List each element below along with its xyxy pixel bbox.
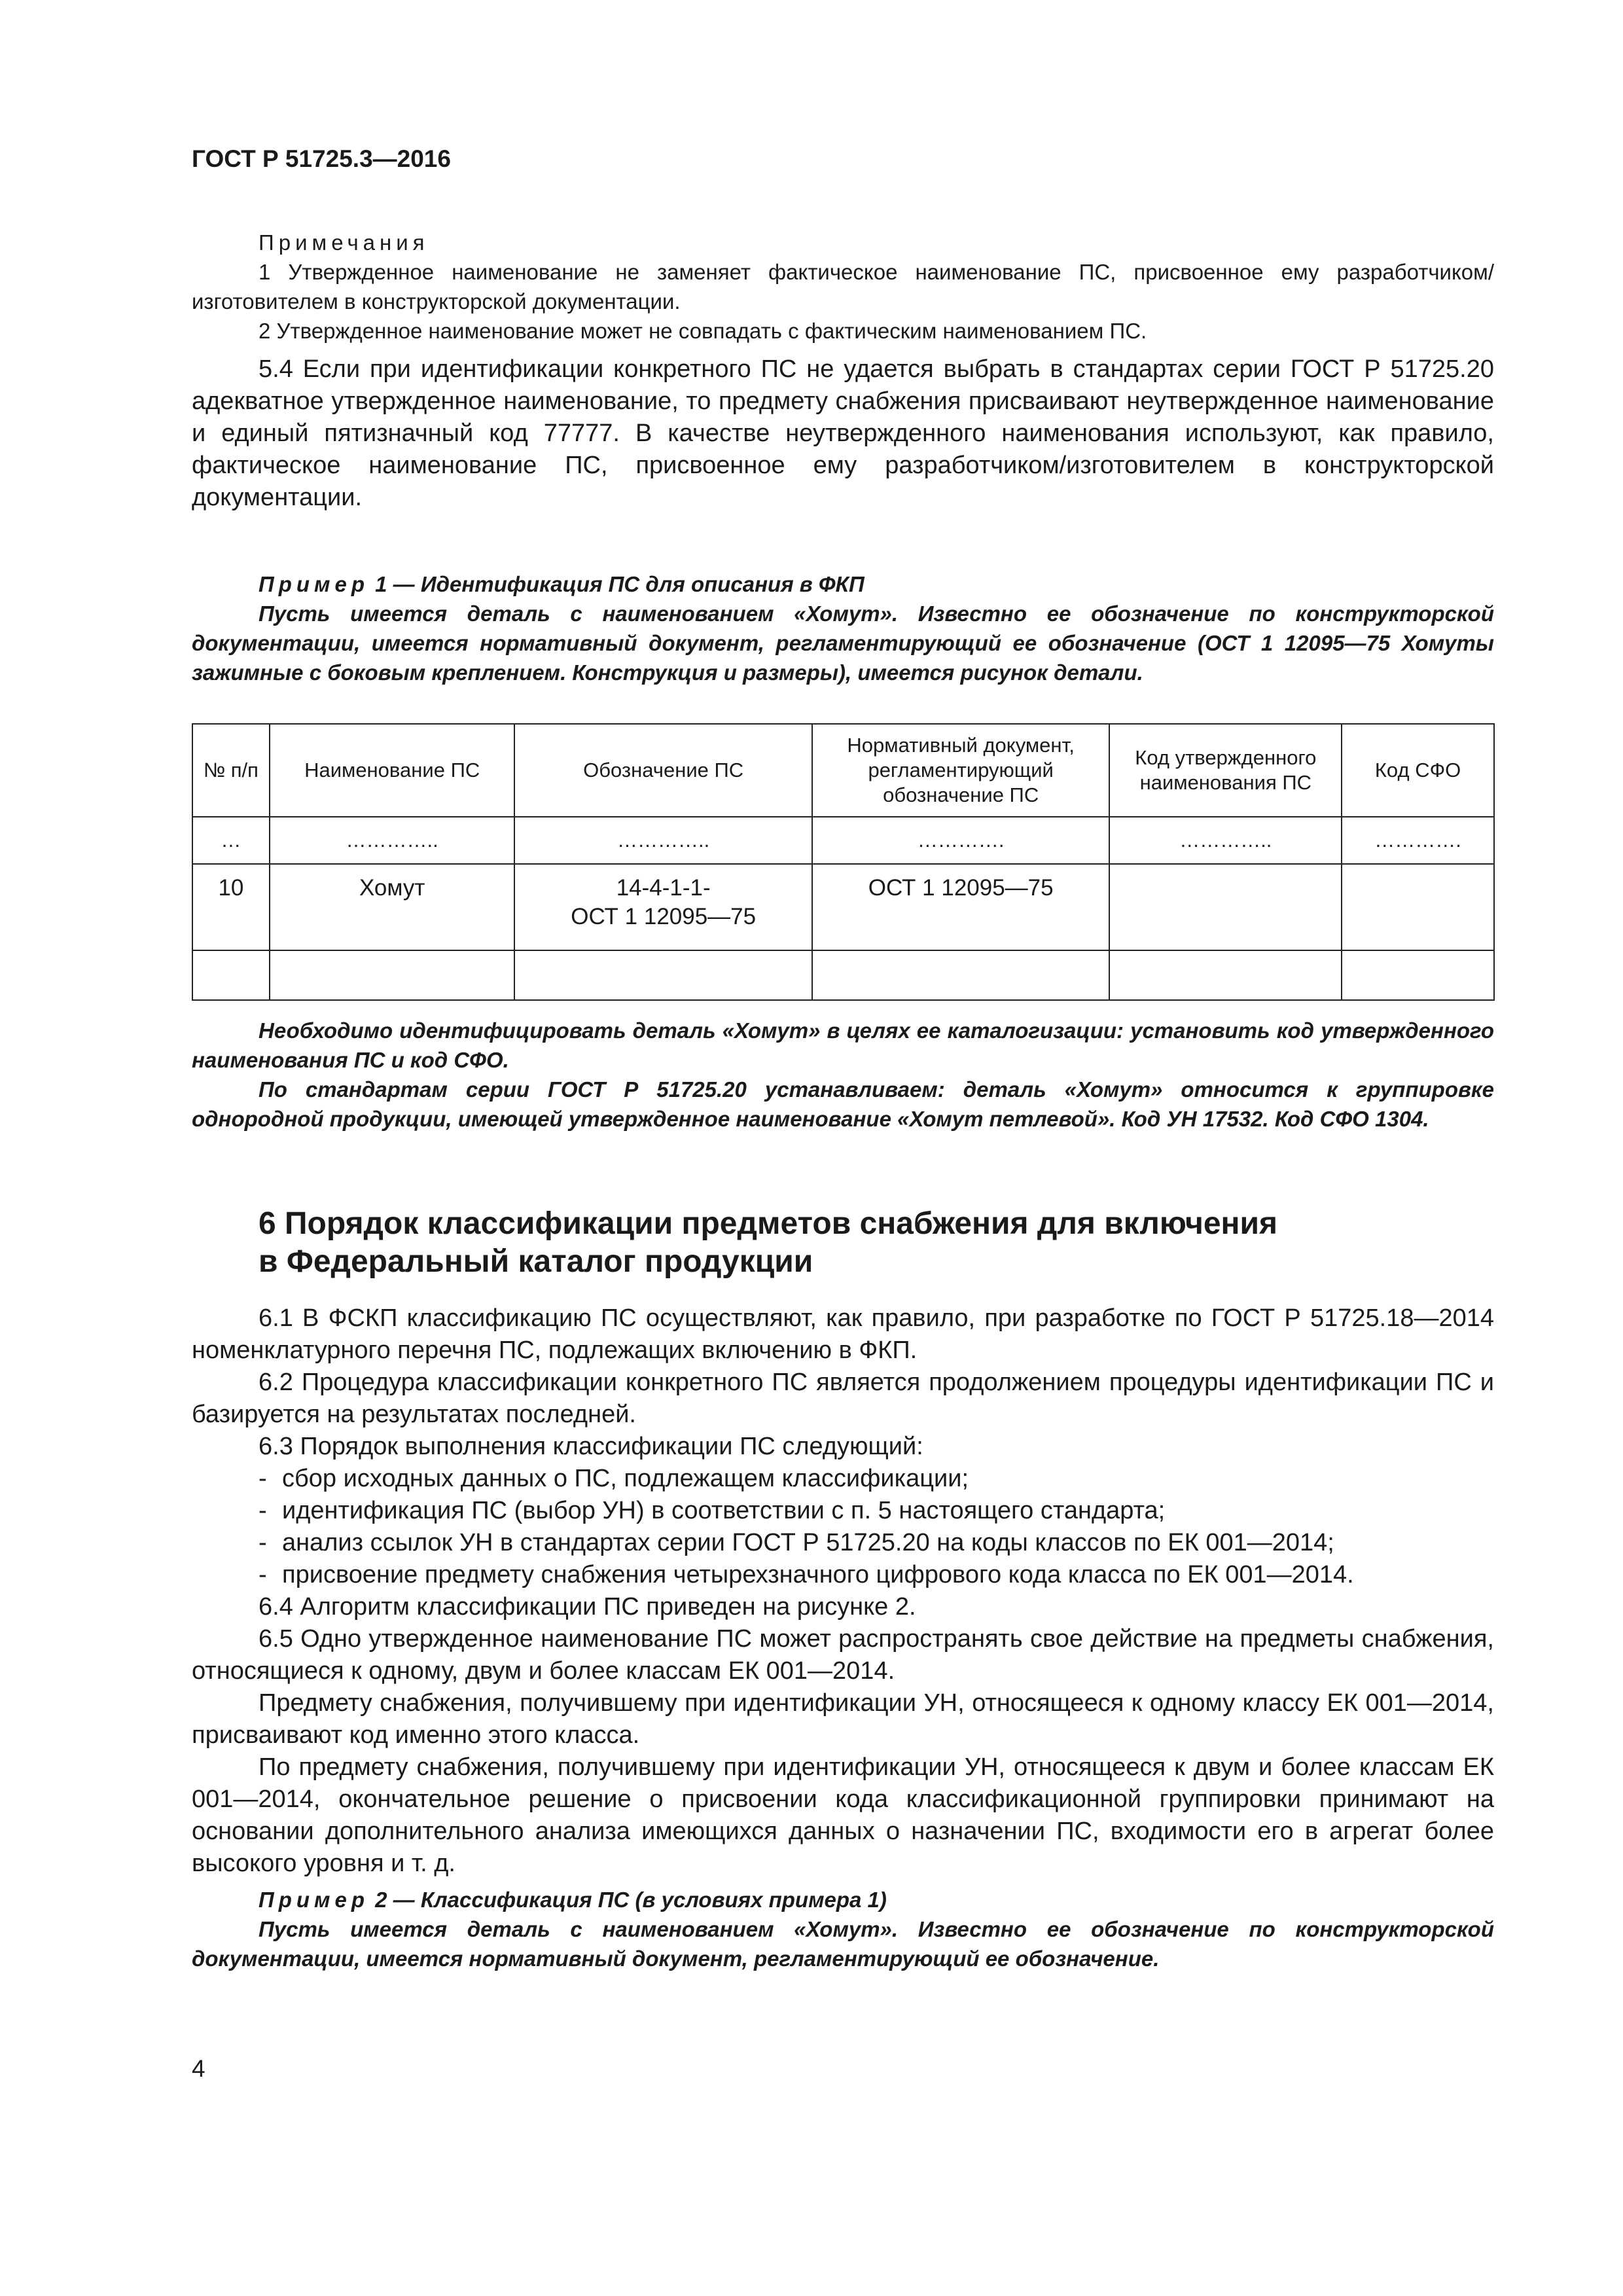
designation-line-1: 14-4-1-1- xyxy=(616,875,711,901)
table-cell xyxy=(270,950,515,1000)
table-cell xyxy=(514,864,812,950)
table-row xyxy=(192,950,1494,1000)
table-cell xyxy=(514,950,812,1000)
section-6-body xyxy=(192,1302,1494,1973)
list-item: - присвоение предмету снабжения четырехзначного цифрового кода класса по ЕК 001—2014. xyxy=(259,1561,1354,1588)
header-cell-code-un: Код утвержденного наименования ПС xyxy=(1109,724,1342,817)
table-cell: …………. xyxy=(1342,817,1494,864)
example-2-label: Пример xyxy=(259,1888,369,1912)
table-cell: …………. xyxy=(812,817,1110,864)
paragraph-6-5-c: По предмету снабжения, получившему при идентификации УН, относящееся к двум и более классам ЕК 001—2014, окончательное решение о присвоении кода классификационной группировки принимают на основании дополнительного анализа имеющихся данных о назначении ПС, входимости его в агрегат более высокого уровня и т. д. xyxy=(192,1753,1494,1877)
paragraph-6-5: 6.5 Одно утвержденное наименование ПС может распространять свое действие на предметы снабжения, относящиеся к одному, двум и более классам ЕК 001—2014. xyxy=(192,1625,1494,1685)
table-cell: ОСТ 1 12095—75 xyxy=(812,864,1110,950)
conclusion-paragraph-1: Необходимо идентифицировать деталь «Хомут» в целях ее каталогизации: установить код утвержденного наименования ПС и код СФО. xyxy=(192,1018,1494,1072)
document-header: ГОСТ Р 51725.3—2016 xyxy=(192,145,451,172)
list-item-text: идентификация ПС (выбор УН) в соответствии с п. 5 настоящего стандарта; xyxy=(282,1497,1166,1524)
list-item: - сбор исходных данных о ПС, подлежащем классификации; xyxy=(259,1465,969,1492)
header-cell-designation: Обозначение ПС xyxy=(514,724,812,817)
example-1-body: Пусть имеется деталь с наименованием «Хомут». Известно ее обозначение по конструкторской документации, имеется нормативный документ, регламентирующий ее обозначение (ОСТ 1 12095—75 Хомуты зажимные с боковым креплением. Конструкция и размеры), имеется рисунок детали. xyxy=(192,601,1494,685)
table-row xyxy=(192,817,1494,864)
paragraph-6-5-b: Предмету снабжения, получившему при идентификации УН, относящееся к одному классу ЕК 001—2014, присваивают код именно этого класса. xyxy=(192,1689,1494,1749)
table-cell: 10 xyxy=(192,864,270,950)
designation-line-2: ОСТ 1 12095—75 xyxy=(571,904,757,929)
example-2-title: 2 — Классификация ПС (в условиях примера 1) xyxy=(368,1888,887,1912)
section-6-title-line-2: в Федеральный каталог продукции xyxy=(259,1244,813,1279)
list-item-text: присвоение предмету снабжения четырехзначного цифрового кода класса по ЕК 001—2014. xyxy=(282,1561,1354,1588)
table-row xyxy=(192,864,1494,950)
note-1: 1 Утвержденное наименование не заменяет фактическое наименование ПС, присвоенное ему разработчиком/изготовителем в конструкторской документации. xyxy=(192,260,1494,314)
table-cell: ………….. xyxy=(270,817,515,864)
paragraph-6-2: 6.2 Процедура классификации конкретного ПС является продолжением процедуры идентификации ПС и базируется на результатах последней. xyxy=(192,1369,1494,1428)
note-2: 2 Утвержденное наименование может не совпадать с фактическим наименованием ПС. xyxy=(259,319,1147,343)
example-1-title: 1 — Идентификация ПС для описания в ФКП xyxy=(368,572,865,596)
paragraph-6-3: 6.3 Порядок выполнения классификации ПС следующий: xyxy=(259,1433,923,1460)
table-header-row xyxy=(192,724,1494,817)
example-1-heading xyxy=(192,569,1494,599)
table-cell xyxy=(812,950,1110,1000)
list-item-text: анализ ссылок УН в стандартах серии ГОСТ Р 51725.20 на коды классов по ЕК 001—2014; xyxy=(282,1529,1334,1556)
classification-steps-list xyxy=(192,1463,1494,1591)
header-cell-code-sfo: Код СФО xyxy=(1342,724,1494,817)
table-cell xyxy=(1109,864,1342,950)
paragraph-6-1: 6.1 В ФСКП классификацию ПС осуществляют, как правило, при разработке по ГОСТ Р 51725.18—2014 номенклатурного перечня ПС, подлежащих включению в ФКП. xyxy=(192,1304,1494,1364)
list-item: - идентификация ПС (выбор УН) в соответствии с п. 5 настоящего стандарта; xyxy=(259,1497,1166,1524)
example-2-body: Пусть имеется деталь с наименованием «Хомут». Известно ее обозначение по конструкторской документации, имеется нормативный документ, регламентирующий ее обозначение. xyxy=(192,1917,1494,1971)
example-1-conclusion xyxy=(192,1016,1494,1134)
paragraph-6-4: 6.4 Алгоритм классификации ПС приведен на рисунке 2. xyxy=(259,1593,916,1621)
example-2-heading xyxy=(192,1885,1494,1914)
table-cell xyxy=(192,950,270,1000)
page-number: 4 xyxy=(192,2055,205,2082)
table-cell: ………….. xyxy=(514,817,812,864)
header-cell-num: № п/п xyxy=(192,724,270,817)
conclusion-paragraph-2: По стандартам серии ГОСТ Р 51725.20 устанавливаем: деталь «Хомут» относится к группировке однородной продукции, имеющей утвержденное наименование «Хомут петлевой». Код УН 17532. Код СФО 1304. xyxy=(192,1077,1494,1131)
identification-table xyxy=(192,723,1495,1001)
notes-block xyxy=(192,228,1494,346)
table-cell: … xyxy=(192,817,270,864)
notes-title: Примечания xyxy=(259,230,429,255)
table-cell xyxy=(1109,950,1342,1000)
table-cell xyxy=(1342,950,1494,1000)
header-cell-name: Наименование ПС xyxy=(270,724,515,817)
example-1 xyxy=(192,569,1494,687)
table-cell: ………….. xyxy=(1109,817,1342,864)
list-item: - анализ ссылок УН в стандартах серии ГОСТ Р 51725.20 на коды классов по ЕК 001—2014; xyxy=(259,1529,1334,1556)
example-1-label: Пример xyxy=(259,572,369,596)
section-6-title xyxy=(259,1205,1502,1281)
list-item-text: сбор исходных данных о ПС, подлежащем классификации; xyxy=(282,1465,969,1492)
table-cell xyxy=(1342,864,1494,950)
example-2 xyxy=(192,1885,1494,1973)
paragraph-5-4: 5.4 Если при идентификации конкретного ПС не удается выбрать в стандартах серии ГОСТ Р 51725.20 адекватное утвержденное наименование, то предмету снабжения присваивают неутвержденное наименование и единый пятизначный код 77777. В качестве неутвержденного наименования используют, как правило, фактическое наименование ПС, присвоенное ему разработчиком/изготовителем в конструкторской документации. xyxy=(192,355,1494,511)
header-cell-normative-doc: Нормативный документ, регламентирующий обозначение ПС xyxy=(812,724,1110,817)
section-6-title-line-1: 6 Порядок классификации предметов снабжения для включения xyxy=(259,1206,1278,1241)
table-cell: Хомут xyxy=(270,864,515,950)
